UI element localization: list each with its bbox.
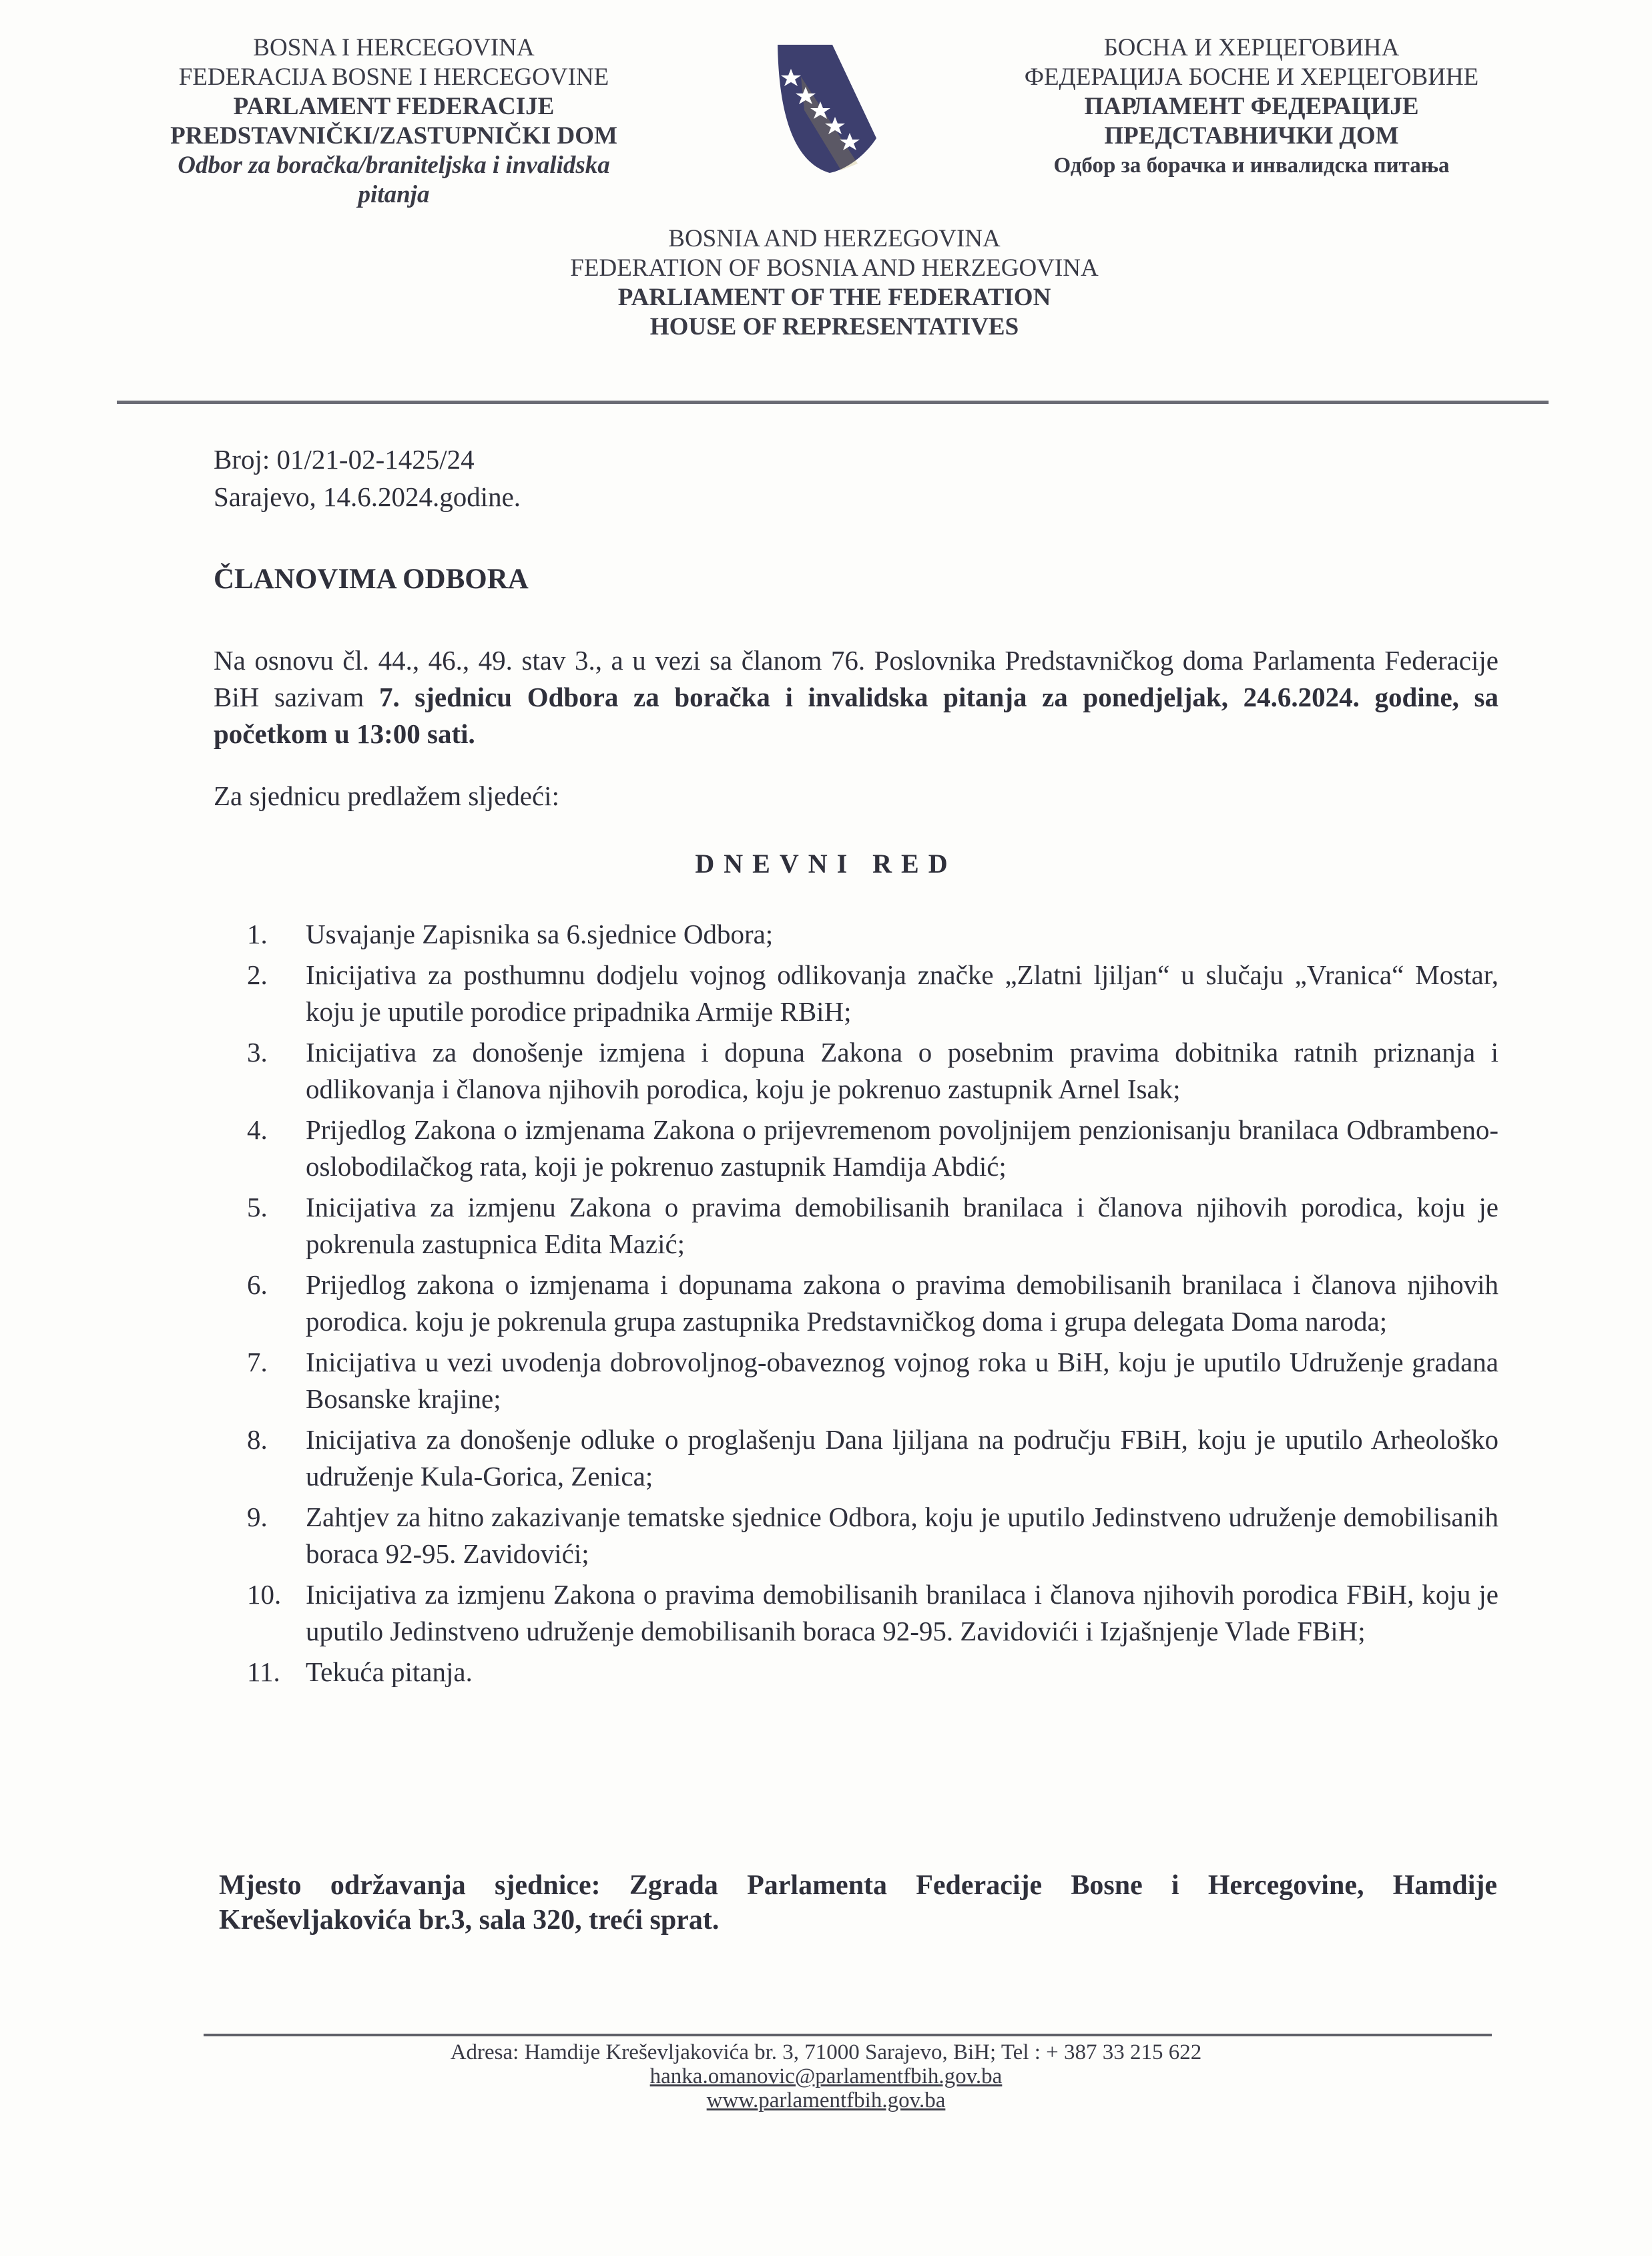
agenda-item-text: Inicijativa za donošenje izmjena i dopuna Zakona o posebnim pravima dobitnika ratnih priznanja i odlikovanja i članova njihovih porodica, koju je pokrenuo zastupnik Arnel Isak; [306,1037,1498,1104]
reference-number: Broj: 01/21-02-1425/24 [214,444,475,475]
addressee-heading: ČLANOVIMA ODBORA [214,563,529,595]
footer-divider [204,2034,1492,2036]
agenda-item-number: 8. [247,1424,268,1455]
agenda-item-text: Inicijativa za posthumnu dodjelu vojnog odlikovanja značke „Zlatni ljiljan“ u slučaju „Vranica“ Mostar, koju je uputile porodice pripadnika Armije RBiH; [306,959,1498,1027]
agenda-item-text: Prijedlog zakona o izmjenama i dopunama zakona o pravima demobilisanih branilaca i članova njihovih porodica. koju je pokrenula grupa zastupnika Predstavničkog doma i grupa delegata Doma naroda; [306,1269,1498,1337]
agenda-item-text: Inicijativa u vezi uvodenja dobrovoljnog-obaveznog vojnog roka u BiH, koju je uputilo Udruženje gradana Bosanske krajine; [306,1347,1498,1414]
agenda-item-text: Inicijativa za donošenje odluke o proglašenju Dana ljiljana na području FBiH, koju je uputilo Arheološko udruženje Kula-Gorica, Zenica; [306,1424,1498,1492]
agenda-item [247,1034,1498,1108]
agenda-item-text: Inicijativa za izmjenu Zakona o pravima demobilisanih branilaca i članova njihovih porodica, koju je pokrenula zastupnica Edita Mazić; [306,1192,1498,1259]
agenda-item-number: 4. [247,1114,268,1145]
agenda-item [247,1499,1498,1572]
header-divider [117,401,1549,404]
intro-text: Na osnovu čl. 44., 46., 49. stav 3., a u vezi sa članom 76. Poslovnika Predstavničkog doma Parlamenta Federacije BiH sazivam [214,645,1498,712]
header-right-country: БОСНА И ХЕРЦЕГОВИНА [1103,34,1400,61]
agenda-item-number: 7. [247,1347,268,1377]
agenda-item-text: Prijedlog Zakona o izmjenama Zakona o prijevremenom povoljnijem penzionisanju branilaca Odbrambeno-oslobodilačkog rata, koji je pokrenuo zastupnik Hamdija Abdić; [306,1114,1498,1182]
header-left-federation: FEDERACIJA BOSNE I HERCEGOVINE [178,63,609,91]
agenda-item [247,1189,1498,1263]
footer-email-row [0,2064,1652,2088]
header-en-house: HOUSE OF REPRESENTATIVES [649,313,1019,341]
agenda-item-number: 2. [247,959,268,990]
agenda-item-text: Inicijativa za izmjenu Zakona o pravima demobilisanih branilaca i članova njihovih porodica FBiH, koju je uputilo Jedinstveno udruženje demobilisanih boraca 92-95. Zavidovići i Izjašnjenje Vlade FBiH; [306,1579,1498,1646]
agenda-item-number: 3. [247,1037,268,1068]
agenda-item-text: Usvajanje Zapisnika sa 6.sjednice Odbora; [306,919,774,949]
header-right-committee: Одбор за борачка и инвалидска питања [1053,154,1450,178]
footer-address: Adresa: Hamdije Kreševljakovića br. 3, 71000 Sarajevo, BiH; Tel : + 387 33 215 622 [450,2040,1202,2064]
agenda-item-number: 9. [247,1502,268,1532]
footer-email-link[interactable]: hanka.omanovic@parlamentfbih.gov.ba [649,2064,1003,2088]
agenda-list [247,916,1498,1695]
agenda-item [247,957,1498,1030]
coat-of-arms-icon [751,30,894,177]
intro-paragraph [214,642,1498,752]
agenda-item-number: 5. [247,1192,268,1222]
agenda-item-number: 10. [247,1579,282,1610]
agenda-item [247,1344,1498,1417]
agenda-title: DNEVNI RED [695,849,957,879]
header-en-country: BOSNIA AND HERZEGOVINA [668,225,1001,252]
agenda-item-number: 1. [247,919,268,949]
agenda-item [247,916,1498,953]
header-right [961,33,1542,180]
agenda-item [247,1654,1498,1690]
header-left [100,33,687,210]
header-right-federation: ФЕДЕРАЦИЈА БОСНЕ И ХЕРЦЕГОВИНЕ [1024,63,1479,91]
document-date: Sarajevo, 14.6.2024.godine. [214,481,521,512]
header-left-house: PREDSTAVNIČKI/ZASTUPNIČKI DOM [170,122,617,150]
agenda-item [247,1112,1498,1185]
agenda-item-number: 11. [247,1656,280,1687]
agenda-item-text: Zahtjev za hitno zakazivanje tematske sjednice Odbora, koju je uputilo Jedinstveno udruženje demobilisanih boraca 92-95. Zavidovići; [306,1502,1498,1569]
agenda-item-text: Tekuća pitanja. [306,1656,473,1687]
agenda-item [247,1576,1498,1650]
agenda-item [247,1421,1498,1495]
header-left-committee: Odbor za boračka/braniteljska i invalidska pitanja [178,152,610,208]
header-right-parliament: ПАРЛАМЕНТ ФЕДЕРАЦИЈЕ [1084,93,1419,120]
header-english [434,224,1235,342]
header-left-parliament: PARLAMENT FEDERACIJE [233,93,555,120]
footer-website-link[interactable]: www.parlamentfbih.gov.ba [706,2088,946,2112]
header-right-house: ПРЕДСТАВНИЧКИ ДОМ [1104,122,1399,150]
proposal-line: Za sjednicu predlažem sljedeći: [214,780,559,811]
agenda-item-number: 6. [247,1269,268,1300]
venue-paragraph: Mjesto održavanja sjednice: Zgrada Parlamenta Federacije Bosne i Hercegovine, Hamdije Kreševljakovića br.3, sala 320, treći sprat. [219,1870,1497,1936]
header-en-federation: FEDERATION OF BOSNIA AND HERZEGOVINA [570,254,1099,282]
intro-bold-text: 7. sjednicu Odbora za boračka i invalidska pitanja za ponedjeljak, 24.6.2024. godine, sa početkom u 13:00 sati. [214,682,1498,749]
header-left-country: BOSNA I HERCEGOVINA [253,34,535,61]
agenda-item [247,1267,1498,1340]
footer-website-row [0,2088,1652,2112]
header-en-parliament: PARLIAMENT OF THE FEDERATION [617,284,1051,311]
